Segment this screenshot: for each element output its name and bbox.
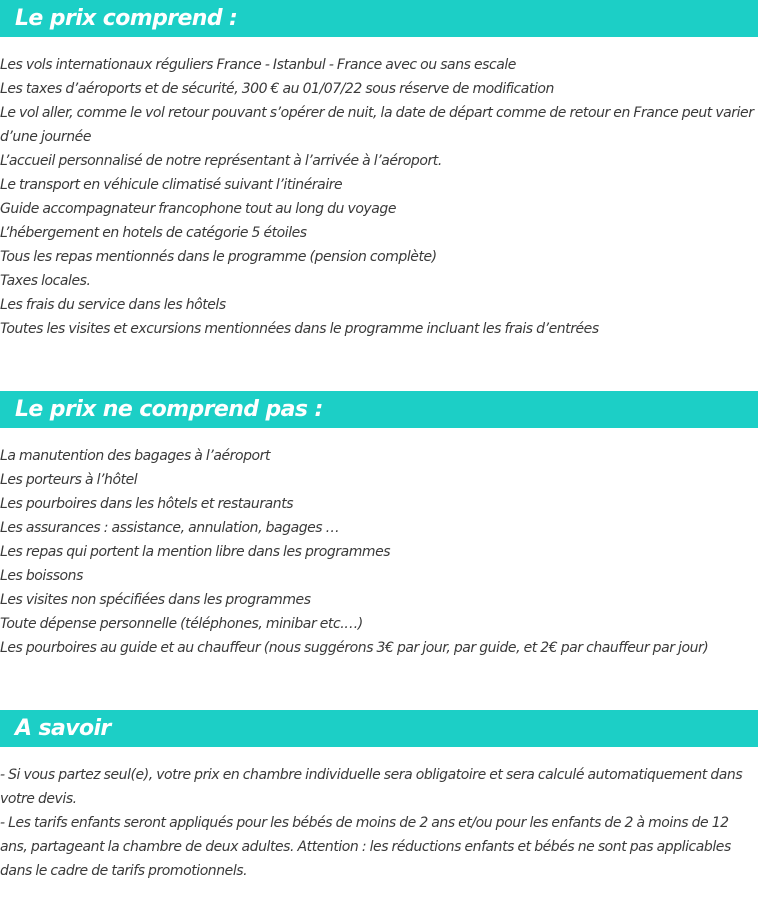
section-title-good-to-know: A savoir xyxy=(15,715,111,741)
list-item: L’hébergement en hotels de catégorie 5 étoiles xyxy=(0,225,307,241)
list-item: Les boissons xyxy=(0,568,83,584)
list-item: Les pourboires au guide et au chauffeur (nous suggérons 3€ par jour, par guide, et 2€ par chauffeur par jour) xyxy=(0,640,709,656)
section-header-not-included xyxy=(0,391,758,428)
list-item: Les porteurs à l’hôtel xyxy=(0,472,138,488)
section-header-good-to-know xyxy=(0,710,758,747)
list-item: Tous les repas mentionnés dans le programme (pension complète) xyxy=(0,249,437,265)
list-item: Guide accompagnateur francophone tout au long du voyage xyxy=(0,201,396,217)
list-item: Toutes les visites et excursions mentionnées dans le programme incluant les frais d’entrées xyxy=(0,321,599,337)
list-item: Taxes locales. xyxy=(0,273,91,289)
list-item: Le vol aller, comme le vol retour pouvant s’opérer de nuit, la date de départ comme de retour en France peut varier d’une journée xyxy=(0,105,754,145)
list-item: Les frais du service dans les hôtels xyxy=(0,297,226,313)
list-item: Toute dépense personnelle (téléphones, minibar etc.…) xyxy=(0,616,363,632)
list-item: La manutention des bagages à l’aéroport xyxy=(0,448,270,464)
section-title-included: Le prix comprend : xyxy=(15,5,238,31)
list-item: Les visites non spécifiées dans les programmes xyxy=(0,592,311,608)
list-item: Le transport en véhicule climatisé suivant l’itinéraire xyxy=(0,177,343,193)
included-list xyxy=(0,53,758,341)
good-to-know-text xyxy=(0,763,758,883)
list-item: Les pourboires dans les hôtels et restaurants xyxy=(0,496,294,512)
section-header-included xyxy=(0,0,758,37)
note-paragraph: - Les tarifs enfants seront appliqués pour les bébés de moins de 2 ans et/ou pour les enfants de 2 à moins de 12 ans, partageant la chambre de deux adultes. Attention : les réductions enfants et bébés ne sont pas applicables dans le cadre de tarifs promotionnels. xyxy=(0,815,731,879)
list-item: L’accueil personnalisé de notre représentant à l’arrivée à l’aéroport. xyxy=(0,153,442,169)
note-paragraph: - Si vous partez seul(e), votre prix en chambre individuelle sera obligatoire et sera calculé automatiquement dans votre devis. xyxy=(0,767,743,807)
not-included-list xyxy=(0,444,758,660)
list-item: Les repas qui portent la mention libre dans les programmes xyxy=(0,544,391,560)
list-item: Les taxes d’aéroports et de sécurité, 300 € au 01/07/22 sous réserve de modification xyxy=(0,81,554,97)
list-item: Les vols internationaux réguliers France - Istanbul - France avec ou sans escale xyxy=(0,57,516,73)
section-title-not-included: Le prix ne comprend pas : xyxy=(15,396,323,422)
list-item: Les assurances : assistance, annulation, bagages … xyxy=(0,520,340,536)
